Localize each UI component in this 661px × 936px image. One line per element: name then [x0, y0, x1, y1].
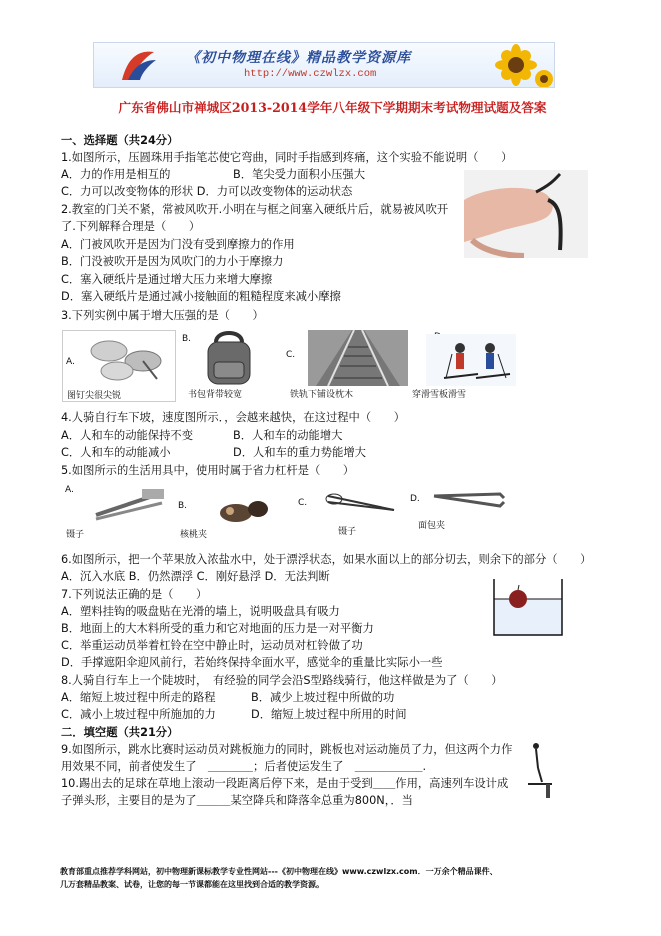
q7-option-b: B．地面上的大木料所受的重力和它对地面的压力是一对平衡力 [61, 622, 374, 635]
q5-caption-d: 面包夹 [418, 521, 446, 531]
tweezers-a-icon [92, 485, 168, 523]
tweezers-c-icon [324, 488, 398, 518]
q4-stem: 4.人骑自行车下坡，速度图所示．，会越来越快，在这过程中（ ） [61, 411, 406, 424]
q5-figure-c [296, 488, 400, 538]
q6-stem: 6.如图所示，把一个苹果放入浓盐水中，处于漂浮状态，如果水面以上的部分切去，则余下的部分（ ） [61, 553, 592, 566]
railway-track-icon [308, 330, 408, 386]
q5-figure-b [176, 495, 286, 539]
q5-figure-a [62, 483, 170, 539]
q7-option-a: A．塑料挂钩的吸盘贴在光滑的墙上，说明吸盘具有吸力 [61, 605, 340, 618]
q2-option-c: C．塞入硬纸片是通过增大压力来增大摩擦 [61, 273, 273, 286]
q3-caption-c: 铁轨下铺设枕木 [290, 390, 354, 400]
apple-beaker-figure [488, 577, 568, 637]
logo-icon [118, 46, 158, 84]
q10-line2: 子弹头形，主要目的是为了＿＿＿某空降兵和降落伞总重为800N，．当 [61, 794, 413, 807]
q3-label-c: C. [286, 350, 296, 360]
q7-stem: 7.下列说法正确的是（ ） [61, 588, 208, 601]
q3-stem: 3.下列实例中属于增大压强的是（ ） [61, 309, 264, 322]
q3-figure-d [408, 330, 516, 400]
q7-option-d: D．手撑遮阳伞迎风前行，若始终保持伞面水平，感觉伞的重量比实际小一些 [61, 656, 443, 669]
q4-option-a: A．人和车的动能保持不变 [61, 429, 193, 442]
q1-option-a: A．力的作用是相互的 [61, 168, 171, 181]
q9-line1: 9.如图所示，跳水比赛时运动员对跳板施力的同时，跳板也对运动施员了力，但这两个力作 [61, 743, 513, 756]
q5-label-d: D. [410, 494, 420, 504]
skier-icon [426, 334, 516, 386]
sunflower-icon [486, 43, 554, 87]
backpack-icon [198, 330, 260, 386]
footer-line2: 几万套精品教案、试卷，让您的每一节课都能在这里找到合适的教学资源。 [60, 880, 324, 889]
q3-caption-a: 图钉尖很尖锐 [67, 391, 122, 401]
q5-stem: 5.如图所示的生活用具中，使用时属于省力杠杆是（ ） [61, 464, 355, 477]
q8-option-c: C．减小上坡过程中所施加的力 [61, 708, 216, 721]
q4-option-c: C．人和车的动能减小 [61, 446, 171, 459]
banner-url: http://www.czwlzx.com [244, 68, 377, 80]
banner-title: 《初中物理在线》精品教学资源库 [186, 50, 411, 66]
footer-line1: 教育部重点推荐学科网站，初中物理新课标教学专业性网站---《初中物理在线》www.czwlzx.com．一万余个精品课件、 [60, 867, 498, 876]
q3-figure-c [284, 330, 412, 400]
q5-caption-c: 镊子 [338, 527, 357, 537]
q2-option-b: B．门没被吹开是因为风吹门的力小于摩擦力 [61, 255, 284, 268]
q2-option-d: D．塞入硬纸片是通过减小接触面的粗糙程度来减小摩擦 [61, 290, 341, 303]
document-title: 广东省佛山市禅城区2013-2014学年八年级下学期期末考试物理试题及答案 [118, 100, 547, 115]
q3-figure-a [62, 330, 176, 402]
q5-caption-a: 镊子 [66, 530, 85, 540]
q5-label-b: B. [178, 501, 188, 511]
section-fill-heading: 二．填空题（共21分） [61, 726, 179, 739]
q8-option-a: A．缩短上坡过程中所走的路程 [61, 691, 216, 704]
q1-option-b: B．笔尖受力面积小压强大 [233, 168, 366, 181]
q7-option-c: C．举重运动员举着杠铃在空中静止时，运动员对杠铃做了功 [61, 639, 363, 652]
q2-option-a: A．门被风吹开是因为门没有受到摩擦力的作用 [61, 238, 295, 251]
q1-option-cd: C．力可以改变物体的形状 D．力可以改变物体的运动状态 [61, 185, 353, 198]
section-choice-heading: 一、选择题（共24分） [61, 134, 179, 147]
q2-stem-line2: 了.下列解释合理是（ ） [61, 220, 201, 233]
q5-caption-b: 核桃夹 [180, 530, 208, 540]
q2-stem-line1: 2.教室的门关不紧，常被风吹开.小明在与框之间塞入硬纸片后，就易被风吹开 [61, 203, 449, 216]
q8-stem: 8.人骑自行车上一个陡坡时， 有经验的同学会沿S型路线骑行，他这样做是为了（ ） [61, 674, 503, 687]
q10-line1: 10.踢出去的足球在草地上滚动一段距离后停下来，是由于受到＿＿作用，高速列车设计成 [61, 777, 509, 790]
q5-figure-d [408, 490, 510, 534]
q3-label-b: B. [182, 334, 192, 344]
finger-pen-figure [464, 170, 588, 258]
q8-option-d: D．缩短上坡过程中所用的时间 [251, 708, 407, 721]
bread-tongs-icon [430, 490, 508, 512]
q5-label-a: A. [65, 485, 74, 495]
nutcracker-icon [214, 495, 274, 525]
q1-stem: 1.如图所示，压圆珠用手指笔芯使它弯曲，同时手指感到疼痛，这个实验不能说明（ ） [61, 151, 513, 164]
q3-caption-d: 穿滑雪板滑雪 [412, 390, 467, 400]
q5-label-c: C. [298, 498, 308, 508]
q8-option-b: B．减少上坡过程中所做的功 [251, 691, 395, 704]
diving-board-figure [528, 740, 556, 800]
thumbtack-icon [83, 333, 171, 385]
q4-option-d: D．人和车的重力势能增大 [233, 446, 366, 459]
q4-option-b: B．人和车的动能增大 [233, 429, 343, 442]
q9-line2: 用效果不同，前者使发生了 ＿＿＿＿；后者使运发生了 ＿＿＿＿＿＿. [61, 760, 427, 773]
q3-label-a: A. [66, 357, 75, 367]
q3-figure-b [180, 330, 272, 400]
header-banner [93, 42, 555, 88]
q6-options: A．沉入水底 B．仍然漂浮 C．刚好悬浮 D．无法判断 [61, 570, 330, 583]
q3-caption-b: 书包背带较宽 [188, 390, 243, 400]
